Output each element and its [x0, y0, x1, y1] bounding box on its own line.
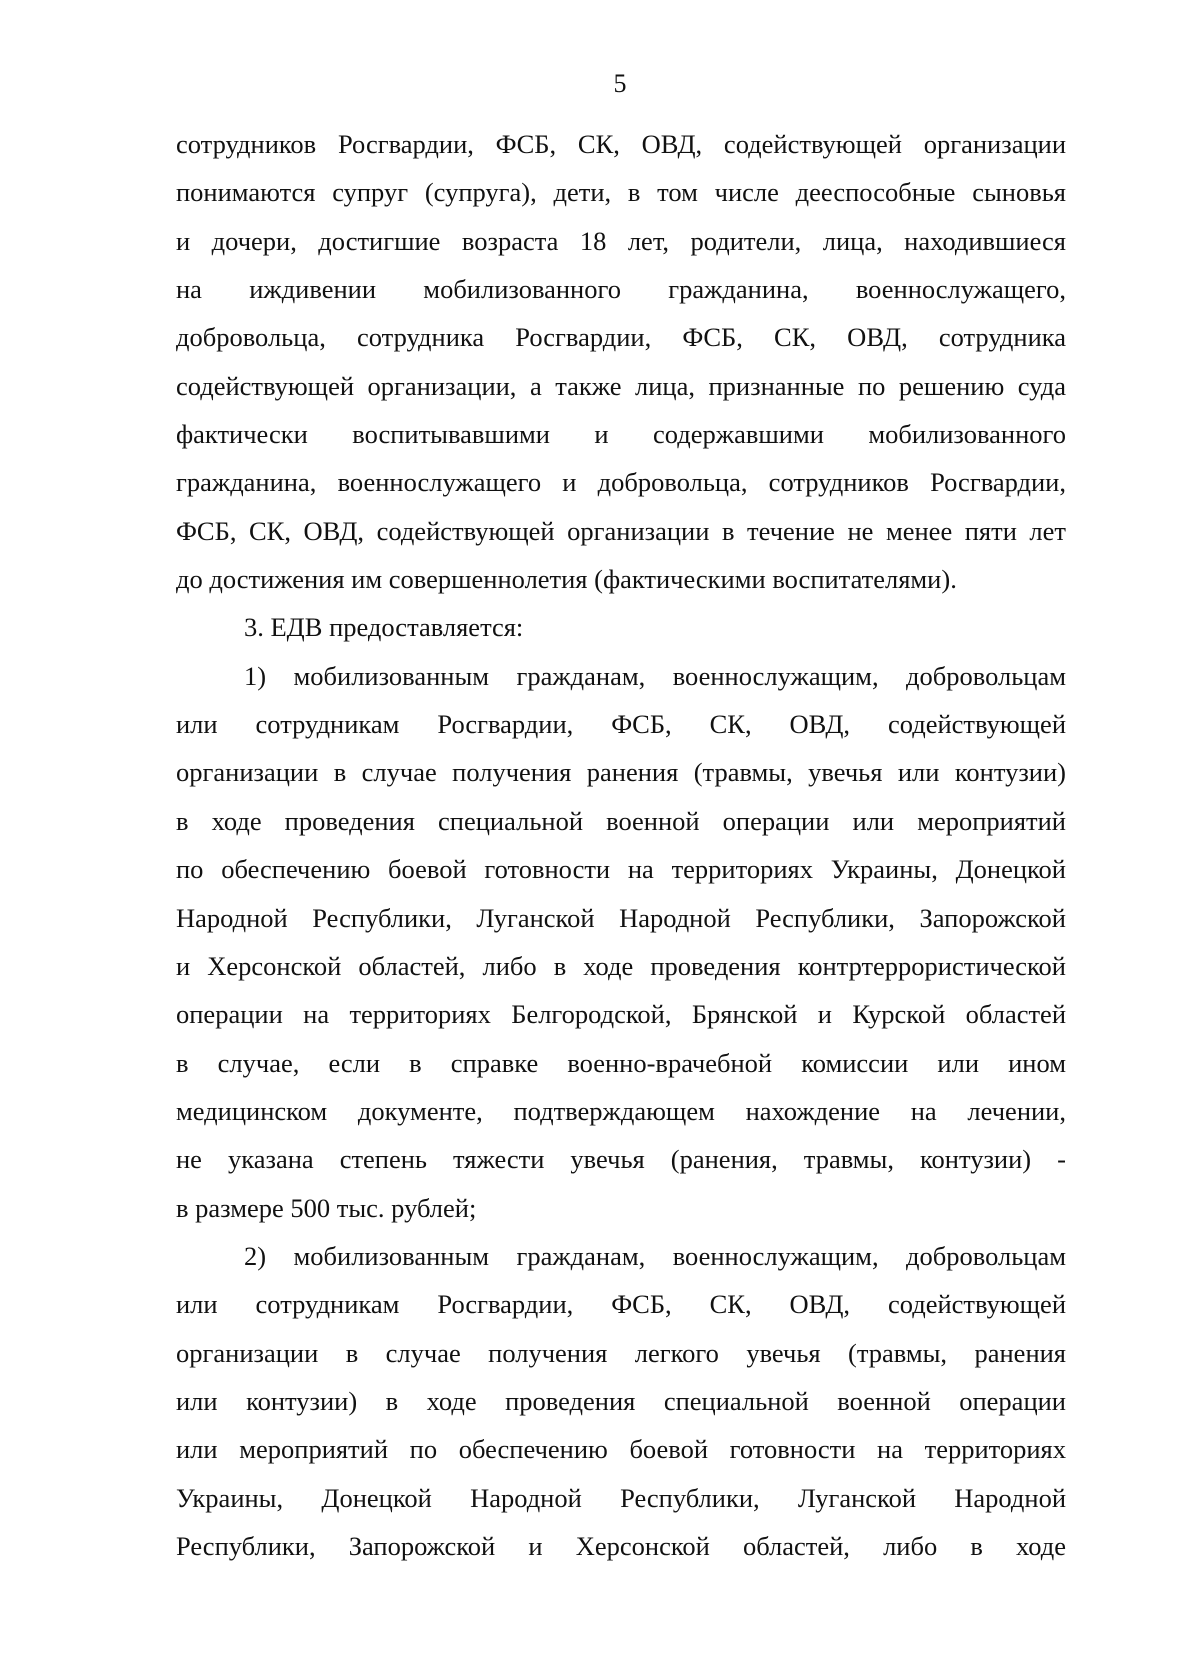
- text-line: до достижения им совершеннолетия (фактическими воспитателями).: [176, 564, 957, 595]
- text-line: сотрудников Росгвардии, ФСБ, СК, ОВД, содействующей организации: [176, 129, 1066, 159]
- text-line: Республики, Запорожской и Херсонской областей, либо в ходе: [176, 1530, 1066, 1561]
- text-line: понимаются супруг (супруга), дети, в том числе дееспособные сыновья: [176, 177, 1066, 208]
- text-line: Народной Республики, Луганской Народной Республики, Запорожской: [176, 902, 1066, 933]
- text-line: 2) мобилизованным гражданам, военнослужащим, добровольцам: [244, 1240, 1066, 1271]
- text-line: медицинском документе, подтверждающем нахождение на лечении,: [176, 1095, 1066, 1126]
- text-line: добровольца, сотрудника Росгвардии, ФСБ, СК, ОВД, сотрудника: [176, 322, 1066, 353]
- text-line: в случае, если в справке военно-врачебной комиссии или ином: [176, 1047, 1066, 1078]
- text-line: гражданина, военнослужащего и добровольца, сотрудников Росгвардии,: [176, 467, 1066, 498]
- text-line: фактически воспитывавшими и содержавшими мобилизованного: [176, 419, 1066, 450]
- text-line: или сотрудникам Росгвардии, ФСБ, СК, ОВД, содействующей: [176, 1289, 1066, 1320]
- text-line: операции на территориях Белгородской, Брянской и Курской областей: [176, 999, 1066, 1030]
- text-line: 1) мобилизованным гражданам, военнослужащим, добровольцам: [244, 660, 1066, 691]
- text-line: или сотрудникам Росгвардии, ФСБ, СК, ОВД, содействующей: [176, 709, 1066, 740]
- text-line: ФСБ, СК, ОВД, содействующей организации в течение не менее пяти лет: [176, 515, 1066, 546]
- text-line: Украины, Донецкой Народной Республики, Луганской Народной: [176, 1482, 1066, 1513]
- text-line: не указана степень тяжести увечья (ранения, травмы, контузии) -: [176, 1144, 1066, 1175]
- text-line: организации в случае получения ранения (травмы, увечья или контузии): [176, 757, 1066, 788]
- text-line: в ходе проведения специальной военной операции или мероприятий: [176, 805, 1066, 836]
- text-line: или мероприятий по обеспечению боевой готовности на территориях: [176, 1434, 1066, 1465]
- text-line: в размере 500 тыс. рублей;: [176, 1192, 477, 1223]
- text-line: по обеспечению боевой готовности на территориях Украины, Донецкой: [176, 854, 1066, 885]
- text-line: на иждивении мобилизованного гражданина, военнослужащего,: [176, 274, 1066, 305]
- text-line: и Херсонской областей, либо в ходе проведения контртеррористической: [176, 950, 1066, 981]
- page-number: 5: [613, 69, 627, 98]
- text-line: содействующей организации, а также лица, признанные по решению суда: [176, 370, 1066, 401]
- text-line: и дочери, достигшие возраста 18 лет, родители, лица, находившиеся: [176, 225, 1066, 256]
- body-text: [176, 120, 1066, 1570]
- text-line: организации в случае получения легкого увечья (травмы, ранения: [176, 1337, 1066, 1368]
- text-line: 3. ЕДВ предоставляется:: [244, 612, 524, 643]
- text-line: или контузии) в ходе проведения специальной военной операции: [176, 1385, 1066, 1416]
